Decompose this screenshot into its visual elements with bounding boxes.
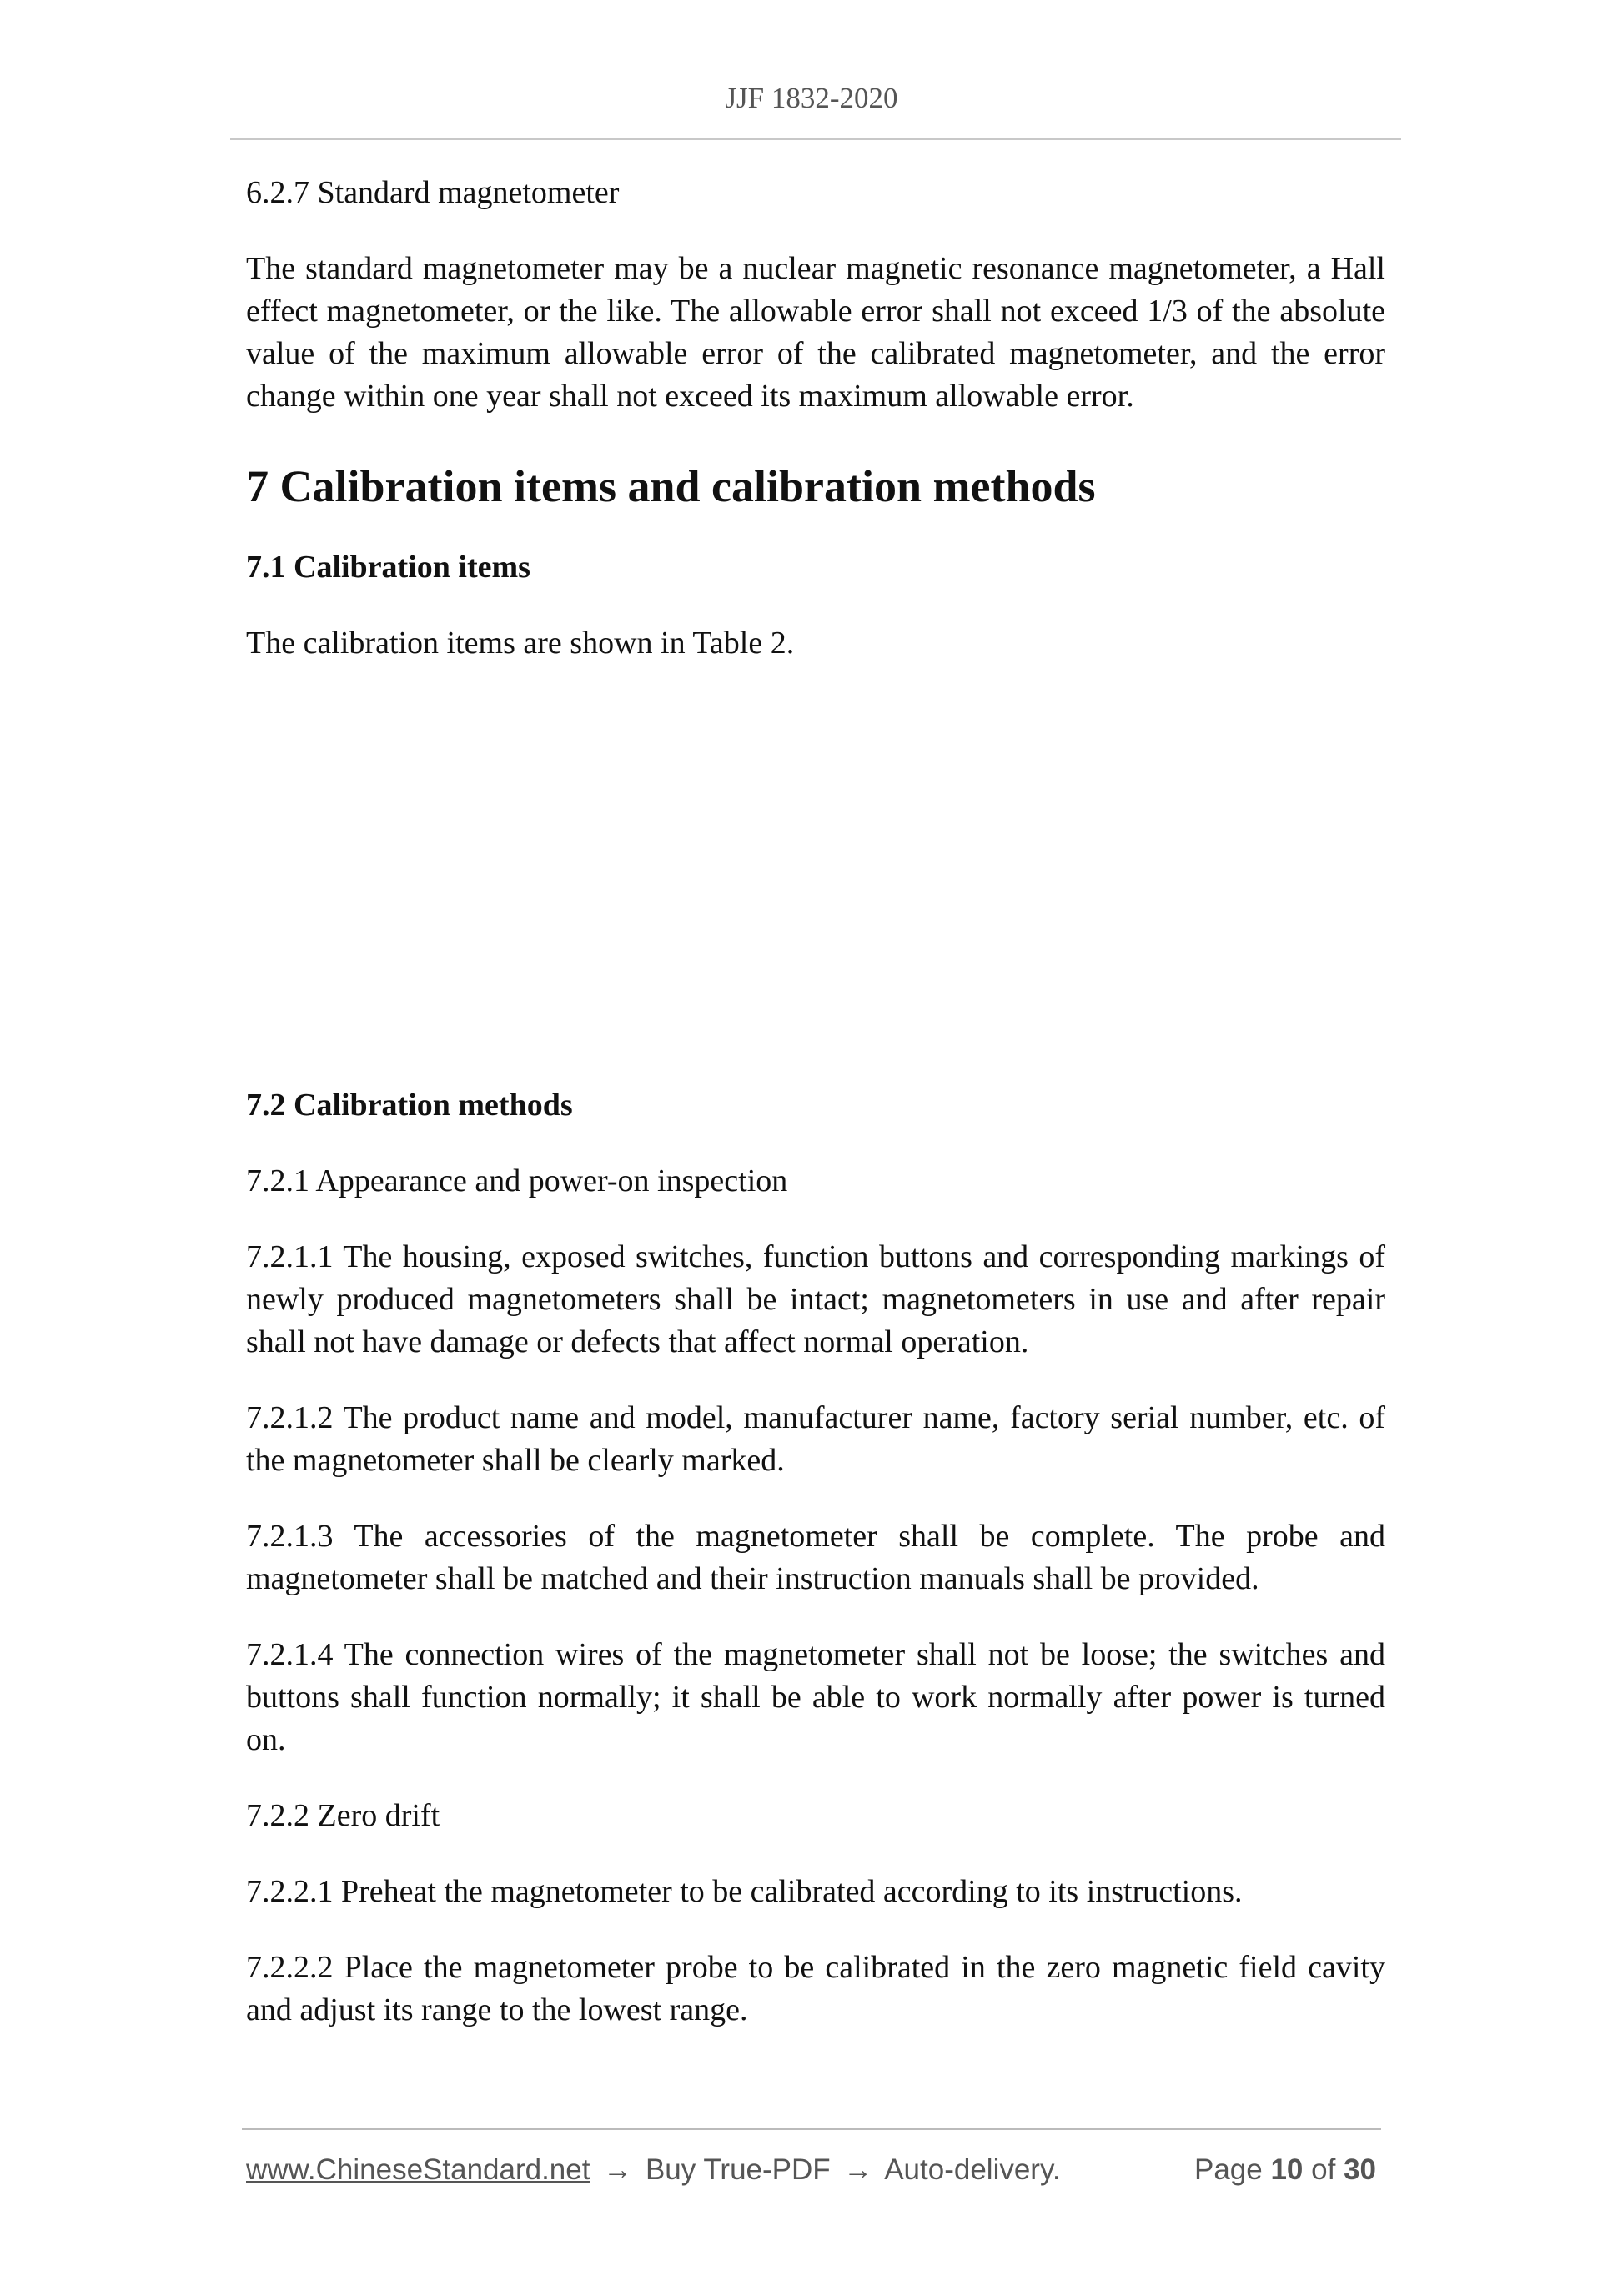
section-7-2-2-2: 7.2.2.2 Place the magnetometer probe to be calibrated in the zero magnetic field cavity and adjust its range to the lowest range.: [246, 1950, 1385, 2027]
page-number: 10: [1270, 2153, 1304, 2186]
page-content: [246, 172, 1385, 2032]
auto-delivery-text: Auto-delivery.: [884, 2153, 1061, 2186]
section-7-1-heading: 7.1 Calibration items: [246, 550, 530, 585]
footer-divider: [242, 2128, 1381, 2130]
section-7-2-2-title: 7.2.2 Zero drift: [246, 1798, 440, 1833]
website-link[interactable]: www.ChineseStandard.net: [246, 2153, 590, 2186]
page-indicator: [1194, 2153, 1376, 2187]
arrow-right-icon: →: [603, 2153, 633, 2186]
section-7-2-1-title: 7.2.1 Appearance and power-on inspection: [246, 1163, 788, 1198]
section-7-2-1-3: 7.2.1.3 The accessories of the magnetometer shall be complete. The probe and magnetometer shall be matched and their instruction manuals shall be provided.: [246, 1519, 1385, 1596]
header-divider: [230, 138, 1401, 140]
page-total: 30: [1344, 2153, 1376, 2186]
document-code-header: JJF 1832-2020: [725, 82, 898, 114]
page-label: Page: [1193, 2153, 1263, 2186]
section-7-heading: 7 Calibration items and calibration methods: [246, 461, 1096, 511]
blank-space: [246, 665, 1385, 1084]
section-7-2-1-4: 7.2.1.4 The connection wires of the magnetometer shall not be loose; the switches and buttons shall function normally; it shall be able to work normally after power is turned on.: [246, 1637, 1385, 1757]
section-7-2-1-2: 7.2.1.2 The product name and model, manufacturer name, factory serial number, etc. of the magnetometer shall be clearly marked.: [246, 1400, 1385, 1478]
section-7-2-2-1: 7.2.2.1 Preheat the magnetometer to be calibrated according to its instructions.: [246, 1874, 1243, 1909]
of-label: of: [1311, 2153, 1336, 2186]
section-7-1-body: The calibration items are shown in Table 2.: [246, 625, 795, 661]
page-footer: [246, 2153, 1376, 2187]
arrow-right-icon: →: [843, 2153, 873, 2186]
buy-true-pdf-text: Buy True-PDF: [645, 2153, 831, 2186]
section-6-2-7-body: The standard magnetometer may be a nuclear magnetic resonance magnetometer, a Hall effect magnetometer, or the like. The allowable error shall not exceed 1/3 of the absolute value of the maximum allowable error of the calibrated magnetometer, and the error change within one year shall not exceed its maximum allowable error.: [246, 251, 1385, 414]
section-6-2-7-title: 6.2.7 Standard magnetometer: [246, 175, 620, 210]
section-7-2-1-1: 7.2.1.1 The housing, exposed switches, function buttons and corresponding markings of newly produced magnetometers shall be intact; magnetometers in use and after repair shall not have damage or defects that affect normal operation.: [246, 1239, 1385, 1359]
section-7-2-heading: 7.2 Calibration methods: [246, 1088, 573, 1123]
